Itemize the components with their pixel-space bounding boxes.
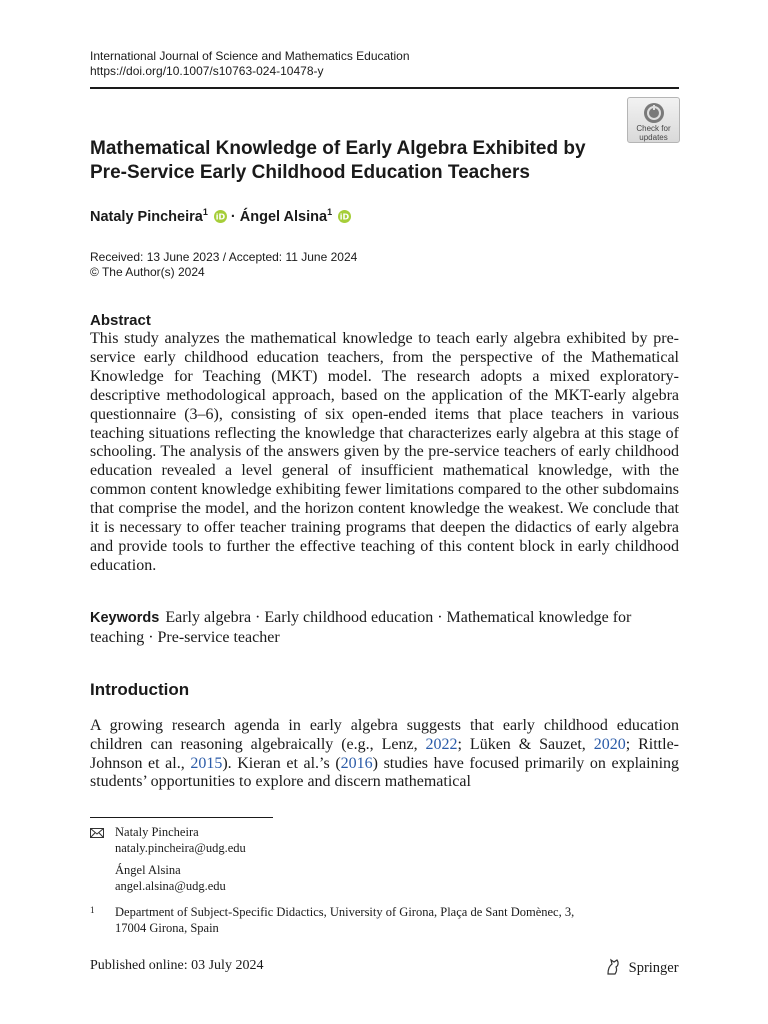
affiliation-text: [115, 904, 675, 936]
springer-logo[interactable]: [605, 958, 679, 977]
envelope-icon: [90, 826, 104, 842]
svg-text:iD: iD: [215, 212, 226, 222]
check-for-updates-badge[interactable]: [627, 97, 680, 143]
orcid-icon[interactable]: [338, 210, 351, 227]
intro-text-part: ). Kieran et al.’s (: [222, 754, 341, 772]
corresponding-name: Nataly Pincheira: [115, 825, 199, 839]
keywords: [90, 608, 679, 647]
publisher-name: Springer: [628, 960, 679, 976]
coauthor-name: Ángel Alsina: [115, 863, 181, 877]
keywords-label: Keywords: [90, 610, 160, 626]
footnote-rule: [90, 817, 273, 818]
abstract-text: This study analyzes the mathematical knowledge to teach early algebra exhibited by pre-service early childhood education teachers, from the perspective of the Mathematical Knowledge for Teaching (MKT) model. The research adopts a mixed exploratory-descriptive methodological approach, based on the application of the MKT-early algebra questionnaire (3–6), consisting of six open-ended items that place teachers in various teaching situations reflecting the knowledge that characterizes early algebra at this stage of schooling. The analysis of the answers given by the pre-service teachers of early childhood education revealed a level general of insufficient mathematical knowledge, with the common content knowledge exhibiting fewer limitations compared to the other subdomains that comprise the model, and the horizon content knowledge the weakest. We conclude that it is necessary to offer teacher training programs that deepen the didactics of early algebra and provide tools to further the effective teaching of this content block in early childhood education.: [90, 330, 679, 574]
published-date: Published online: 03 July 2024: [90, 958, 264, 973]
coauthor-email[interactable]: angel.alsina@udg.edu: [115, 879, 226, 893]
introduction-text: [90, 717, 679, 792]
received-accepted: Received: 13 June 2023 / Accepted: 11 June 2024: [90, 250, 358, 264]
citation-link[interactable]: 2016: [340, 754, 373, 772]
author-name[interactable]: Nataly Pincheira: [90, 208, 203, 225]
citation-link[interactable]: 2020: [593, 735, 626, 753]
corresponding-email[interactable]: nataly.pincheira@udg.edu: [115, 841, 246, 855]
keywords-list: Early algebra · Early childhood education · Mathematical knowledge for teaching · Pre-service teacher: [90, 609, 632, 646]
author-list: [90, 207, 351, 227]
copyright: © The Author(s) 2024: [90, 265, 205, 279]
affiliation-line: Department of Subject-Specific Didactics, University of Girona, Plaça de Sant Domènec, 3,: [115, 905, 575, 919]
journal-name: International Journal of Science and Mathematics Education: [90, 49, 410, 63]
affiliation-line: 17004 Girona, Spain: [115, 921, 219, 935]
author-affiliation-mark: 1: [202, 207, 208, 217]
intro-text-part: ; Rittle-Johnson et al.,: [90, 735, 680, 772]
doi-link[interactable]: https://doi.org/10.1007/s10763-024-10478-y: [90, 64, 324, 78]
abstract-heading: Abstract: [90, 312, 151, 329]
citation-link[interactable]: 2015: [190, 754, 223, 772]
author-name[interactable]: Ángel Alsina: [239, 208, 328, 225]
citation-link[interactable]: 2022: [425, 735, 458, 753]
intro-text-part: ) studies have focused primarily on explaining students’ opportunities to explore and discern mathematical: [90, 754, 680, 791]
badge-line2: updates: [639, 133, 668, 142]
author-separator: ·: [230, 208, 236, 225]
intro-text-part: A growing research agenda in early algebra suggests that early childhood education children can reasoning algebraically (e.g., Lenz,: [90, 717, 679, 753]
affiliation-number: 1: [90, 905, 95, 915]
author-affiliation-mark: 1: [327, 207, 333, 217]
journal-header: [90, 49, 410, 79]
badge-line1: Check for: [636, 124, 671, 133]
introduction-heading: Introduction: [90, 680, 190, 699]
header-rule: [90, 87, 679, 89]
svg-text:iD: iD: [339, 212, 350, 222]
check-for-updates-icon: [643, 102, 665, 124]
springer-horse-icon: [605, 960, 629, 976]
orcid-icon[interactable]: [214, 210, 227, 227]
paper-title: Mathematical Knowledge of Early Algebra Exhibited by Pre-Service Early Childhood Education Teachers: [90, 138, 586, 183]
intro-text-part: ; Lüken & Sauzet,: [457, 735, 594, 753]
article-dates: [90, 250, 357, 280]
